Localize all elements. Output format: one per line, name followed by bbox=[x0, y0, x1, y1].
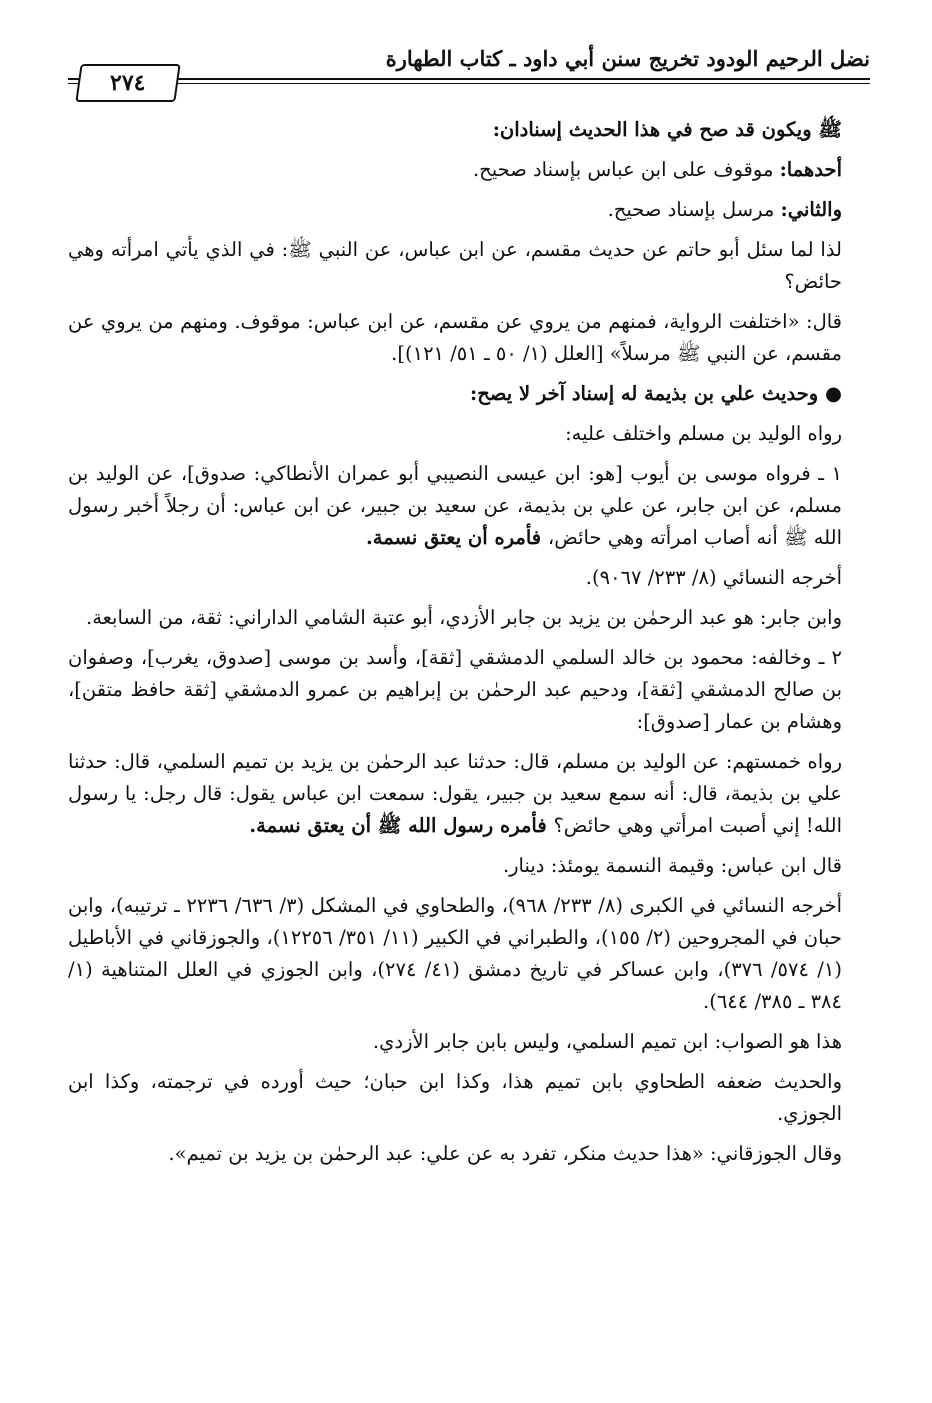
label-first: أحدهما: bbox=[779, 158, 842, 181]
paragraph-8 bbox=[68, 458, 870, 554]
paragraph-16: والحديث ضعفه الطحاوي بابن تميم هذا، وكذا ابن حبان؛ حيث أورده في ترجمته، وكذا ابن الجوزي. bbox=[68, 1070, 842, 1125]
text-second: مرسل بإسناد صحيح. bbox=[607, 198, 781, 221]
page-body bbox=[68, 114, 870, 1170]
header-rule-thin bbox=[68, 83, 870, 84]
running-title: نضل الرحيم الودود تخريج سنن أبي داود ـ كتاب الطهارة bbox=[385, 46, 870, 71]
paragraph-11: ٢ ـ وخالفه: محمود بن خالد السلمي الدمشقي [ثقة]، وأسد بن موسى [صدوق، يغرب]، وصفوان بن صالح الدمشقي [ثقة]، ودحيم عبد الرحمٰن بن إبراهيم بن عمرو الدمشقي [ثقة حافظ متقن]، وهشام بن عمار [صدوق]: bbox=[68, 646, 842, 733]
text-first: موقوف على ابن عباس بإسناد صحيح. bbox=[472, 158, 780, 181]
paragraph-2 bbox=[68, 154, 870, 186]
paragraph-15: هذا هو الصواب: ابن تميم السلمي، وليس بابن جابر الأزدي. bbox=[372, 1030, 842, 1053]
book-page bbox=[68, 40, 870, 1380]
paragraph-5: قال: «اختلفت الرواية، فمنهم من يروي عن مقسم، عن ابن عباس: موقوف. ومنهم من يروي عن مقسم، عن النبي ﷺ مرسلاً» [العلل (١/ ٥٠ ـ ٥١/ ١٢١)]. bbox=[68, 310, 842, 365]
paragraph-12 bbox=[68, 746, 870, 842]
paragraph-13: قال ابن عباس: وقيمة النسمة يومئذ: دينار. bbox=[502, 854, 842, 877]
paragraph-17: وقال الجوزقاني: «هذا حديث منكر، تفرد به عن علي: عبد الرحمٰن بن يزيد بن تميم». bbox=[168, 1142, 842, 1165]
text-riwaya-1: ١ ـ فرواه موسى بن أيوب [هو: ابن عيسى النصيبي أبو عمران الأنطاكي: صدوق]، عن الوليد بن مسلم، عن ابن جابر، عن علي بن بذيمة، عن سعيد بن جبير، عن ابن عباس: أن رجلاً أخبر رسول الله ﷺ أنه أصاب امرأته وهي حائض، bbox=[68, 462, 842, 549]
page-number-box bbox=[75, 64, 180, 102]
paragraph-9: أخرجه النسائي (٨/ ٢٣٣/ ٩٠٦٧). bbox=[585, 566, 842, 589]
paragraph-3 bbox=[68, 194, 870, 226]
bold-riwaya-2: فأمره رسول الله ﷺ أن يعتق نسمة. bbox=[249, 814, 554, 837]
paragraph-7: رواه الوليد بن مسلم واختلف عليه: bbox=[565, 422, 842, 445]
page-number: ٢٧٤ bbox=[110, 70, 146, 96]
header-rule bbox=[68, 78, 870, 80]
text-riwaya-2: رواه خمستهم: عن الوليد بن مسلم، قال: حدثنا عبد الرحمٰن بن يزيد بن تميم السلمي، قال: حدثنا علي بن بذيمة، قال: أنه سمع سعيد بن جبير، يقول: سمعت ابن عباس يقول: قال رجل: يا رسول الله! إني أصبت امرأتي وهي حائض؟ bbox=[68, 750, 842, 837]
page-header bbox=[68, 40, 870, 100]
paragraph-10: وابن جابر: هو عبد الرحمٰن بن يزيد بن جابر الأزدي، أبو عتبة الشامي الداراني: ثقة، من السابعة. bbox=[86, 606, 842, 629]
paragraph-1: ﷺ ويكون قد صح في هذا الحديث إسنادان: bbox=[492, 118, 842, 141]
paragraph-4: لذا لما سئل أبو حاتم عن حديث مقسم، عن ابن عباس، عن النبي ﷺ: في الذي يأتي امرأته وهي حائض؟ bbox=[68, 238, 842, 293]
label-second: والثاني: bbox=[780, 198, 842, 221]
paragraph-14: أخرجه النسائي في الكبرى (٨/ ٢٣٣/ ٩٦٨)، والطحاوي في المشكل (٣/ ٦٣٦/ ٢٢٣٦ ـ ترتيبه)، وابن حبان في المجروحين (٢/ ١٥٥)، والطبراني في الكبير (١١/ ٣٥١/ ١٢٢٥٦)، والجوزقاني في الأباطيل (١/ ٥٧٤/ ٣٧٦)، وابن عساكر في تاريخ دمشق (٤١/ ٢٧٤)، وابن الجوزي في العلل المتناهية (١/ ٣٨٤ ـ ٣٨٥/ ٦٤٤). bbox=[68, 894, 842, 1013]
bold-riwaya-1: فأمره أن يعتق نسمة. bbox=[366, 526, 548, 549]
paragraph-6: ● وحديث علي بن بذيمة له إسناد آخر لا يصح: bbox=[470, 382, 842, 405]
